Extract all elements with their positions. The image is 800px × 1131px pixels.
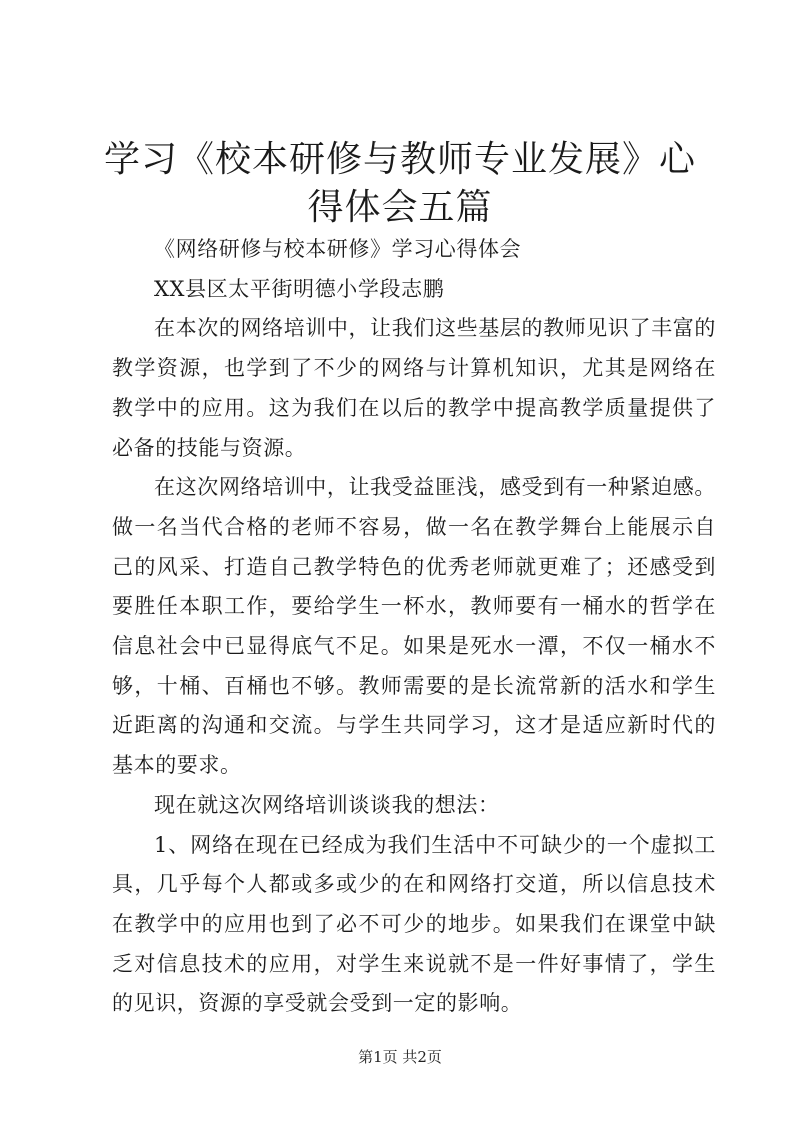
- document-body: [112, 230, 716, 1024]
- document-title: 学习《校本研修与教师专业发展》心得体会五篇: [103, 139, 696, 228]
- body-paragraph: 现在就这次网络培训谈谈我的想法：: [154, 792, 500, 817]
- body-paragraph: 1、网络在现在已经成为我们生活中不可缺少的一个虚拟工具，几乎每个人都或多或少的在和网络打交道，所以信息技术在教学中的应用也到了必不可少的地步。如果我们在课堂中缺乏对信息技术的应用，对学生来说就不是一件好事情了，学生的见识，资源的享受就会受到一定的影响。: [112, 832, 716, 1016]
- body-paragraph: 在这次网络培训中，让我受益匪浅，感受到有一种紧迫感。做一名当代合格的老师不容易，做一名在教学舞台上能展示自己的风采、打造自己教学特色的优秀老师就更难了；还感受到要胜任本职工作，要给学生一杯水，教师要有一桶水的哲学在信息社会中已显得底气不足。如果是死水一潭，不仅一桶水不够，十桶、百桶也不够。教师需要的是长流常新的活水和学生近距离的沟通和交流。与学生共同学习，这才是适应新时代的基本的要求。: [112, 475, 716, 778]
- subtitle-paragraph: 《网络研修与校本研修》学习心得体会: [154, 237, 522, 261]
- body-paragraph: 在本次的网络培训中，让我们这些基层的教师见识了丰富的教学资源，也学到了不少的网络与计算机知识，尤其是网络在教学中的应用。这为我们在以后的教学中提高教学质量提供了必备的技能与资源。: [112, 316, 716, 460]
- author-paragraph: XX县区太平街明德小学段志鹏: [154, 276, 445, 301]
- page-footer: 第1页 共2页: [358, 1048, 442, 1066]
